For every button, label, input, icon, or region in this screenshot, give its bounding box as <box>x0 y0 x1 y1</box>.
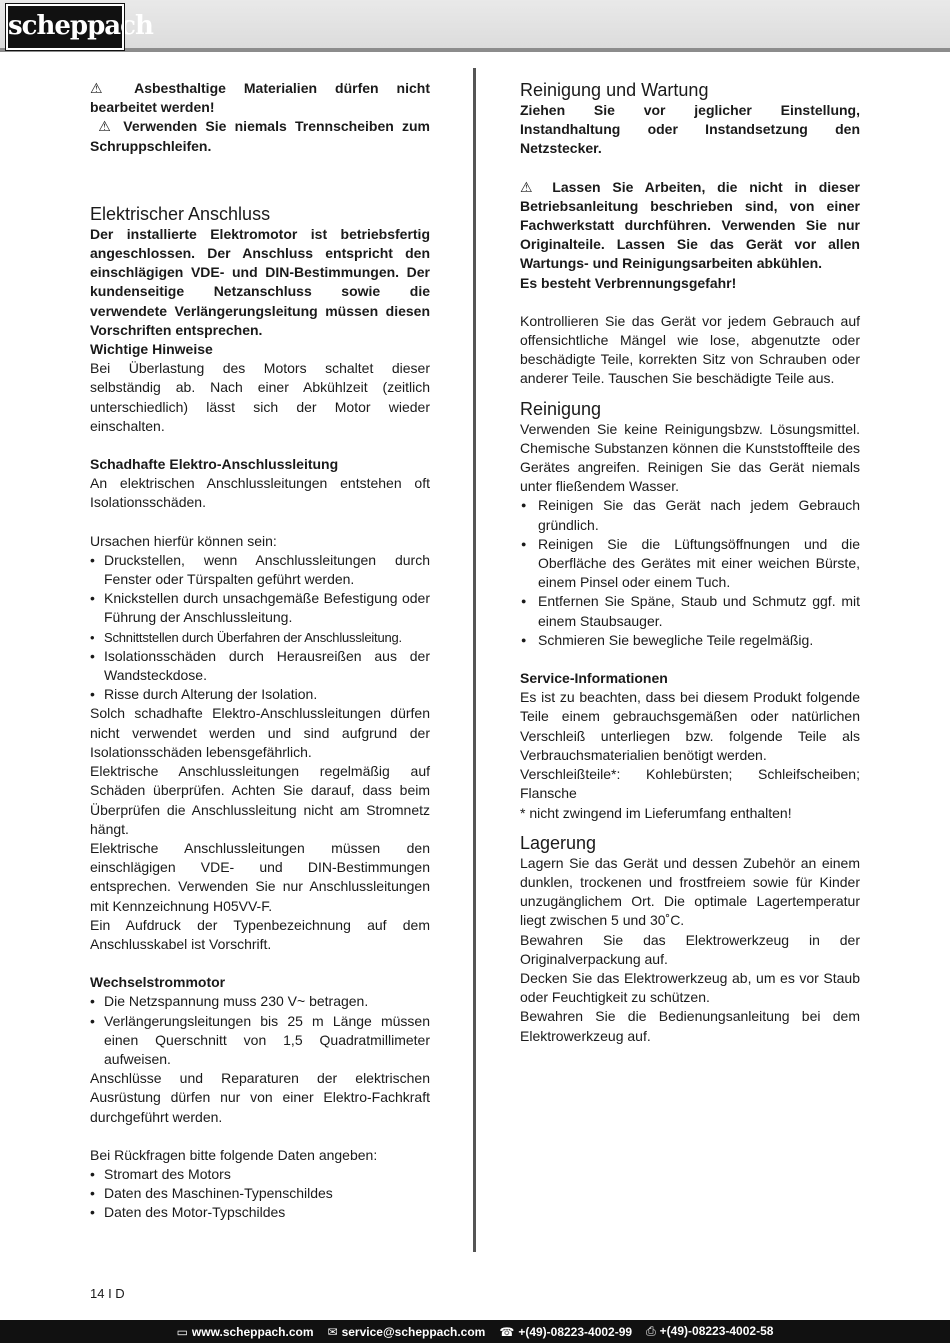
paragraph: Ursachen hierfür können sein: <box>90 532 277 549</box>
footer-phone: ☎ +(49)-08223-4002-99 <box>499 1324 633 1339</box>
warning-trennscheiben: ⚠ Verwenden Sie niemals Trennscheiben zum Schruppschleifen. <box>90 118 430 154</box>
list-item: • Daten des Maschinen-Typenschildes <box>90 1184 430 1203</box>
right-column <box>520 79 860 1046</box>
warning-triangle-icon: ⚠ <box>520 178 553 195</box>
paragraph: Bewahren Sie das Elektrowerkzeug in der Originalverpackung auf. <box>520 931 860 967</box>
list-item: ● Schmieren Sie bewegliche Teile regelmäßig. <box>520 631 860 650</box>
rueckfragen-list <box>90 1165 430 1223</box>
list-item: ● Entfernen Sie Späne, Staub und Schmutz ggf. mit einem Staubsauger. <box>520 592 860 630</box>
paragraph: Es besteht Verbrennungsgefahr! <box>520 274 737 291</box>
paragraph: Ziehen Sie vor jeglicher Einstellung, Instandhaltung oder Instandsetzung den Netzstecker. <box>520 102 860 157</box>
paragraph: Decken Sie das Elektrowerkzeug ab, um es vor Staub oder Feuchtigkeit zu schützen. <box>520 969 860 1006</box>
paragraph: Verwenden Sie keine Reinigungsbzw. Lösungsmittel. Chemische Substanzen können die Kunststoffteile des Gerätes angreifen. Reinigen Sie das Gerät niemals unter fließendem Wasser. <box>520 420 860 495</box>
paragraph: Kontrollieren Sie das Gerät vor jedem Gebrauch auf offensichtliche Mängel wie lose, abgenutzte oder beschädigte Teile, korrekten Sitz von Schrauben oder anderer Teile. Tauschen Sie beschädigte Teile aus. <box>520 312 860 387</box>
brand-logo: scheppach <box>6 4 124 50</box>
subheading-wichtige-hinweise: Wichtige Hinweise <box>90 341 213 358</box>
paragraph: * nicht zwingend im Lieferumfang enthalten! <box>520 804 792 821</box>
footer-bar <box>0 1320 950 1343</box>
footer-email[interactable]: ✉ service@scheppach.com <box>327 1324 486 1339</box>
subheading-schadhafte-leitung: Schadhafte Elektro-Anschlussleitung <box>90 456 339 473</box>
reinigung-list <box>520 496 860 650</box>
list-item: • Stromart des Motors <box>90 1165 430 1184</box>
subheading-service-informationen: Service-Informationen <box>520 670 668 687</box>
paragraph: Elektrische Anschlussleitungen regelmäßig auf Schäden überprüfen. Achten Sie darauf, dass beim Überprüfen die Anschlussleitung nicht am Stromnetz hängt. <box>90 763 430 837</box>
paragraph: Solch schadhafte Elektro-Anschlussleitungen dürfen nicht verwendet werden und sind aufgrund der Isolationsschäden lebensgefährlich. <box>90 705 430 760</box>
list-item: ● Reinigen Sie die Lüftungsöffnungen und die Oberfläche des Gerätes mit einer weichen Bürste, einem Pinsel oder einem Tuch. <box>520 535 860 593</box>
paragraph: Der installierte Elektromotor ist betriebsfertig angeschlossen. Der Anschluss entspricht den einschlägigen VDE- und DIN-Bestimmungen. Der kundenseitige Netzanschluss sowie die verwendete Verlängerungsleitung müssen diesen Vorschriften entsprechen. <box>90 225 430 338</box>
phone-icon: ☎ <box>499 1324 515 1339</box>
paragraph: Anschlüsse und Reparaturen der elektrischen Ausrüstung dürfen nur von einer Elektro-Fachkraft durchgeführt werden. <box>90 1070 430 1125</box>
list-item: • Risse durch Alterung der Isolation. <box>90 685 430 704</box>
footer-web[interactable]: ▭ www.scheppach.com <box>176 1324 314 1339</box>
footer-fax: ⎙ +(49)-08223-4002-58 <box>646 1324 774 1338</box>
list-item: • Druckstellen, wenn Anschlussleitungen durch Fenster oder Türspalten geführt werden. <box>90 551 430 589</box>
wechsel-list <box>90 992 430 1069</box>
left-column <box>90 79 430 1223</box>
mail-icon: ✉ <box>327 1324 338 1339</box>
paragraph: An elektrischen Anschlussleitungen entstehen oft Isolationsschäden. <box>90 475 430 511</box>
warning-triangle-icon: ⚠ <box>90 118 124 135</box>
paragraph: Bei Rückfragen bitte folgende Daten angeben: <box>90 1146 378 1163</box>
list-item: • Die Netzspannung muss 230 V~ betragen. <box>90 992 430 1011</box>
list-item: • Schnittstellen durch Überfahren der Anschlussleitung. <box>90 628 430 647</box>
paragraph: Elektrische Anschlussleitungen müssen den einschlägigen VDE- und DIN-Bestimmungen entsprechen. Verwenden Sie nur Anschlussleitungen mit Kennzeichnung H05VV-F. <box>90 839 430 914</box>
list-item: • Daten des Motor-Typschildes <box>90 1203 430 1222</box>
list-item: ● Reinigen Sie das Gerät nach jedem Gebrauch gründlich. <box>520 496 860 534</box>
section-heading-reinigung: Reinigung <box>520 398 602 419</box>
list-item: • Isolationsschäden durch Herausreißen aus der Wandsteckdose. <box>90 647 430 685</box>
column-divider <box>473 68 476 1252</box>
paragraph: Es ist zu beachten, dass bei diesem Produkt folgende Teile einem gebrauchsgemäßen oder natürlichen Verschleiß unterliegen bzw. folgende Teile als Verbrauchsmaterialien benötigt werden. <box>520 689 860 763</box>
fax-icon: ⎙ <box>646 1324 656 1338</box>
ursachen-list <box>90 551 430 705</box>
paragraph: Ein Aufdruck der Typenbezeichnung auf dem Anschlusskabel ist Vorschrift. <box>90 916 430 952</box>
paragraph: Bei Überlastung des Motors schaltet dieser selbständig ab. Nach einer Abkühlzeit (zeitlich unterschiedlich) lässt sich der Motor wieder einschalten. <box>90 360 430 434</box>
list-item: • Verlängerungsleitungen bis 25 m Länge müssen einen Querschnitt von 1,5 Quadratmillimeter aufweisen. <box>90 1012 430 1070</box>
section-heading-elektrischer-anschluss: Elektrischer Anschluss <box>90 203 271 224</box>
paragraph: Verschleißteile*: Kohlebürsten; Schleifscheiben; Flansche <box>520 766 860 802</box>
header-bar <box>0 0 950 52</box>
paragraph: Lagern Sie das Gerät und dessen Zubehör an einem dunklen, trockenen und frostfreiem sowie für Kinder unzugänglichem Ort. Die optimale Lagertemperatur liegt zwischen 5 und 30˚C. <box>520 854 860 929</box>
warning-fachwerkstatt: ⚠ Lassen Sie Arbeiten, die nicht in dieser Betriebsanleitung beschrieben sind, von einer Fachwerkstatt durchführen. Verwenden Sie nur Originalteile. Lassen Sie das Gerät vor allen Wartungs- und Reinigungsarbeiten abkühlen. <box>520 178 860 272</box>
page-number: 14 I D <box>90 1286 125 1301</box>
warning-asbestos: ⚠ Asbesthaltige Materialien dürfen nicht bearbeitet werden! <box>90 80 430 116</box>
section-heading-reinigung-wartung: Reinigung und Wartung <box>520 80 709 100</box>
list-item: • Knickstellen durch unsachgemäße Befestigung oder Führung der Anschlussleitung. <box>90 589 430 627</box>
section-heading-lagerung: Lagerung <box>520 832 597 853</box>
subheading-wechselstrommotor: Wechselstrommotor <box>90 974 226 991</box>
computer-icon: ▭ <box>176 1324 188 1339</box>
warning-triangle-icon: ⚠ <box>90 80 135 96</box>
paragraph: Bewahren Sie die Bedienungsanleitung bei dem Elektrowerkzeug auf. <box>520 1008 860 1044</box>
